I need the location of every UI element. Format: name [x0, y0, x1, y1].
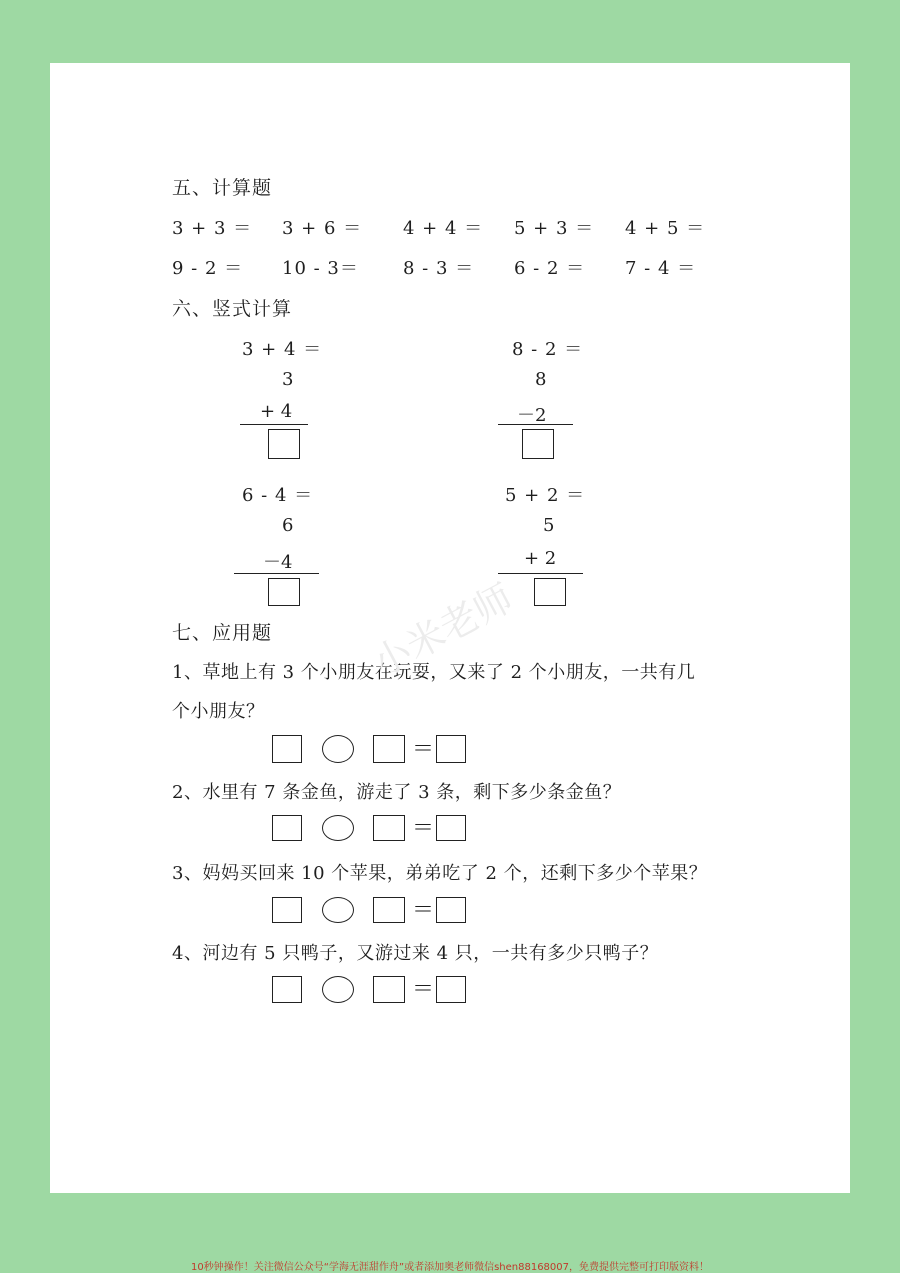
answer-box[interactable]	[436, 976, 466, 1003]
answer-box[interactable]	[268, 429, 300, 459]
vertical-bottom-number: + 2	[524, 548, 557, 569]
vertical-top-number: 6	[282, 515, 294, 536]
calc-item: 10 - 3＝	[282, 258, 359, 279]
calc-item: 4 + 5 ＝	[625, 218, 706, 239]
vertical-bottom-number: －4	[263, 552, 293, 573]
equals-sign: ＝	[412, 737, 435, 762]
vertical-line	[240, 424, 308, 425]
calc-item: 4 + 4 ＝	[403, 218, 484, 239]
answer-box[interactable]	[534, 578, 566, 606]
answer-box[interactable]	[268, 578, 300, 606]
vertical-bottom-number: + 4	[260, 401, 293, 422]
footer-promo-text: 10秒钟操作！关注微信公众号“学海无涯甜作舟”或者添加奥老师微信shen88168007，免费提供完整可打印版资料！	[190, 1262, 710, 1273]
word-problem-2: 2、水里有 7 条金鱼，游走了 3 条，剩下多少条金鱼？	[172, 782, 622, 803]
answer-box[interactable]	[272, 815, 302, 841]
calc-item: 7 - 4 ＝	[625, 258, 697, 279]
vertical-top-number: 5	[543, 515, 555, 536]
word-problem-3: 3、妈妈买回来 10 个苹果，弟弟吃了 2 个，还剩下多少个苹果？	[172, 863, 708, 884]
vertical-problem-expr: 5 + 2 ＝	[505, 485, 586, 506]
operator-circle[interactable]	[322, 735, 354, 763]
answer-box[interactable]	[272, 976, 302, 1003]
section7-title: 七、应用题	[172, 622, 273, 644]
word-problem-1: 1、草地上有 3 个小朋友在玩耍，又来了 2 个小朋友，一共有几	[172, 662, 696, 683]
operator-circle[interactable]	[322, 976, 354, 1003]
vertical-bottom-number: －2	[517, 405, 547, 426]
operator-circle[interactable]	[322, 815, 354, 841]
vertical-line	[234, 573, 319, 574]
calc-item: 3 + 3 ＝	[172, 218, 253, 239]
vertical-top-number: 8	[535, 369, 547, 390]
answer-box[interactable]	[522, 429, 554, 459]
calc-item: 9 - 2 ＝	[172, 258, 244, 279]
answer-box[interactable]	[373, 815, 405, 841]
watermark: 小米老师	[365, 575, 521, 686]
answer-box[interactable]	[272, 735, 302, 763]
answer-box[interactable]	[373, 897, 405, 923]
vertical-problem-expr: 3 + 4 ＝	[242, 339, 323, 360]
vertical-top-number: 3	[282, 369, 294, 390]
calc-item: 3 + 6 ＝	[282, 218, 363, 239]
word-problem-4: 4、河边有 5 只鸭子，又游过来 4 只，一共有多少只鸭子？	[172, 943, 659, 964]
equals-sign: ＝	[412, 816, 435, 841]
calc-item: 5 + 3 ＝	[514, 218, 595, 239]
word-problem-1-cont: 个小朋友？	[172, 701, 265, 722]
answer-box[interactable]	[436, 735, 466, 763]
vertical-problem-expr: 8 - 2 ＝	[512, 339, 584, 360]
equals-sign: ＝	[412, 898, 435, 923]
equals-sign: ＝	[412, 977, 435, 1002]
answer-box[interactable]	[373, 976, 405, 1003]
answer-box[interactable]	[373, 735, 405, 763]
answer-box[interactable]	[272, 897, 302, 923]
operator-circle[interactable]	[322, 897, 354, 923]
calc-item: 6 - 2 ＝	[514, 258, 586, 279]
calc-item: 8 - 3 ＝	[403, 258, 475, 279]
vertical-line	[498, 424, 573, 425]
answer-box[interactable]	[436, 815, 466, 841]
section6-title: 六、竖式计算	[172, 298, 293, 320]
section5-title: 五、计算题	[172, 177, 273, 199]
vertical-problem-expr: 6 - 4 ＝	[242, 485, 314, 506]
answer-box[interactable]	[436, 897, 466, 923]
vertical-line	[498, 573, 583, 574]
